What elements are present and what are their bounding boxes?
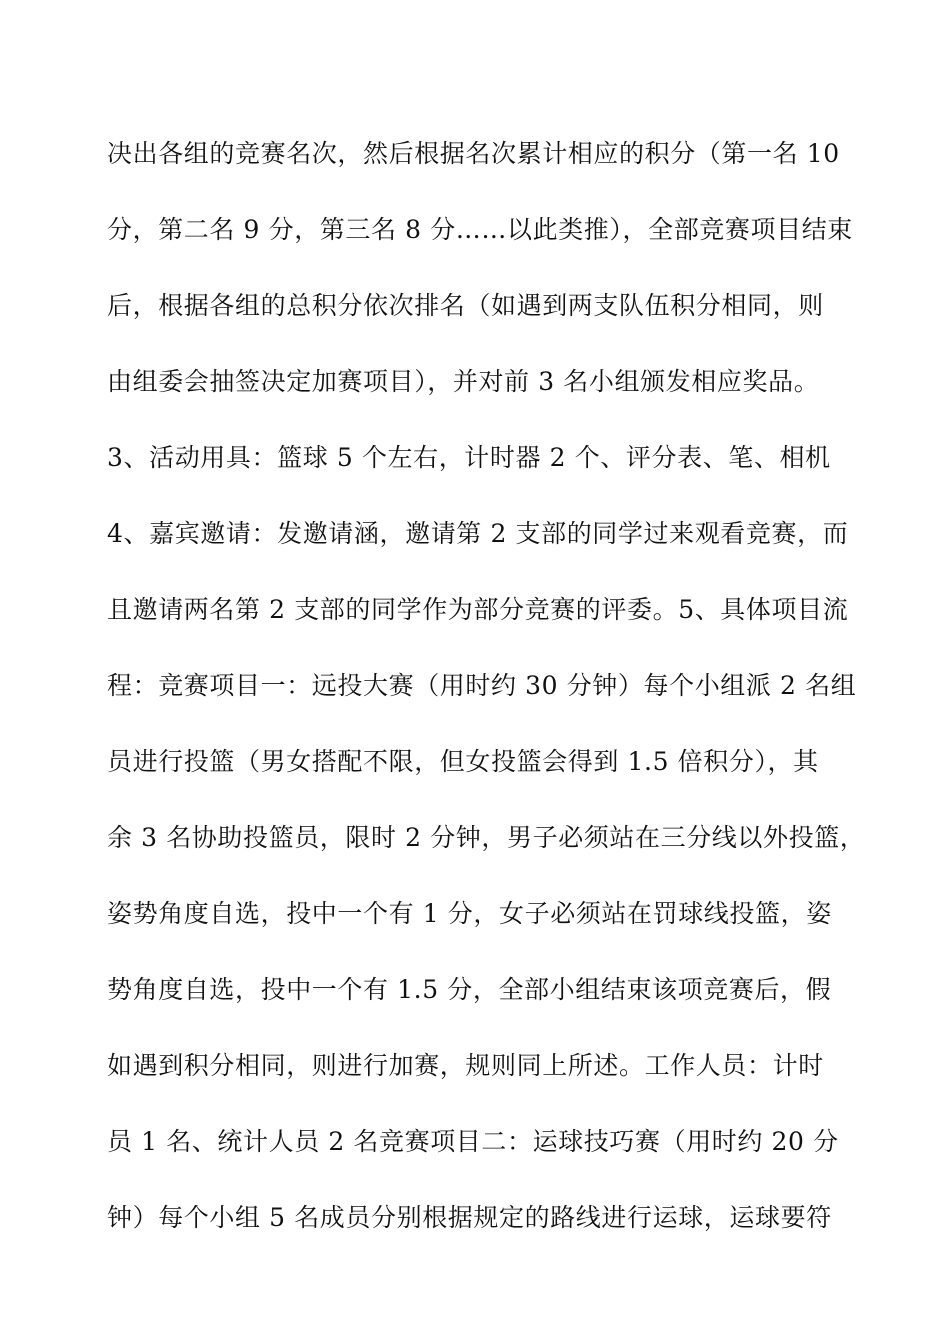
text-line: 钟）每个小组 5 名成员分别根据规定的路线进行运球，运球要符 bbox=[107, 1203, 832, 1232]
text-line: 员进行投篮（男女搭配不限，但女投篮会得到 1.5 倍积分），其 bbox=[107, 747, 819, 776]
text-line: 分，第二名 9 分，第三名 8 分……以此类推），全部竞赛项目结束 bbox=[107, 215, 853, 244]
text-line: 程：竞赛项目一：远投大赛（用时约 30 分钟）每个小组派 2 名组 bbox=[107, 671, 857, 700]
text-line: 且邀请两名第 2 支部的同学作为部分竞赛的评委。5、具体项目流 bbox=[107, 595, 849, 624]
text-line: 决出各组的竞赛名次，然后根据名次累计相应的积分（第一名 10 bbox=[107, 139, 840, 168]
document-body bbox=[107, 133, 867, 1273]
text-line: 余 3 名协助投篮员，限时 2 分钟，男子必须站在三分线以外投篮， bbox=[107, 823, 866, 852]
text-line: 4、嘉宾邀请：发邀请涵，邀请第 2 支部的同学过来观看竞赛，而 bbox=[107, 519, 849, 548]
text-line: 员 1 名、统计人员 2 名竞赛项目二：运球技巧赛（用时约 20 分 bbox=[107, 1127, 839, 1156]
text-line: 姿势角度自选，投中一个有 1 分，女子必须站在罚球线投篮，姿 bbox=[107, 899, 832, 928]
text-line: 势角度自选，投中一个有 1.5 分，全部小组结束该项竞赛后，假 bbox=[107, 975, 832, 1004]
text-line: 3、活动用具：篮球 5 个左右，计时器 2 个、评分表、笔、相机 bbox=[107, 443, 831, 472]
text-line: 后，根据各组的总积分依次排名（如遇到两支队伍积分相同，则 bbox=[107, 291, 824, 320]
text-line: 如遇到积分相同，则进行加赛，规则同上所述。工作人员：计时 bbox=[107, 1051, 824, 1080]
text-line: 由组委会抽签决定加赛项目），并对前 3 名小组颁发相应奖品。 bbox=[107, 367, 820, 396]
